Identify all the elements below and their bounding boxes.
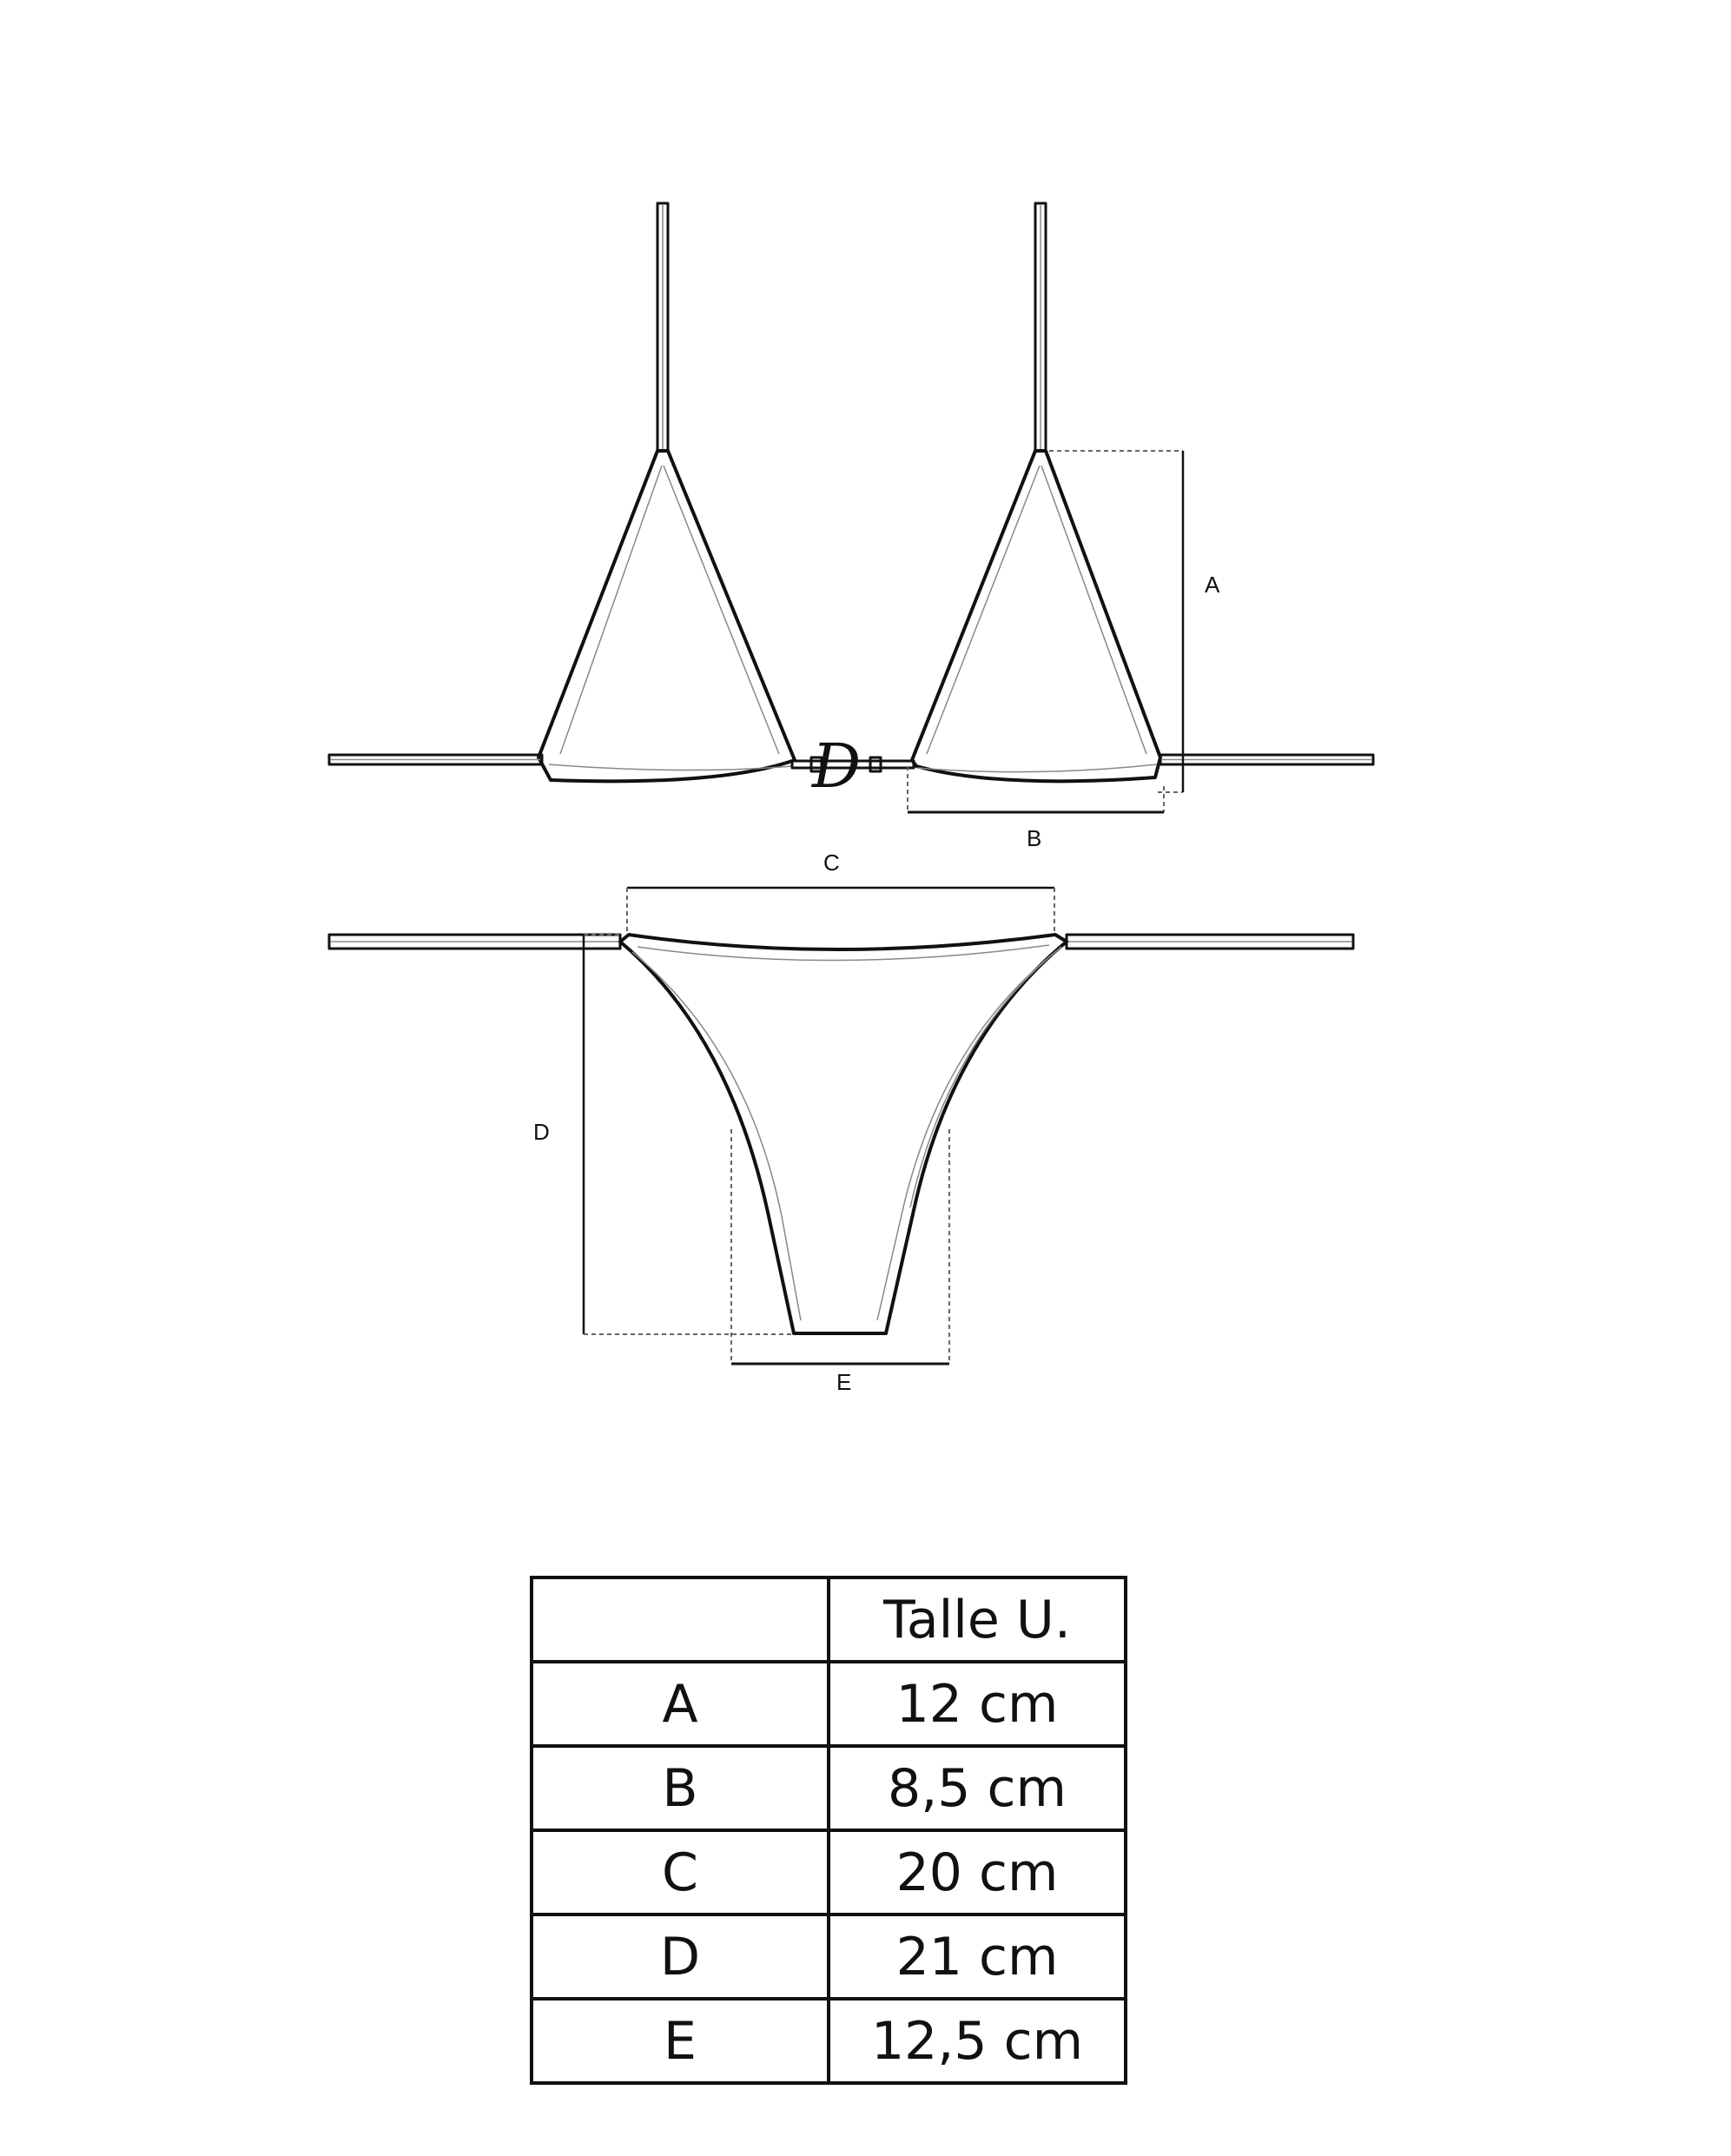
- table-row: [532, 1662, 1126, 1746]
- table-cell-value: 12,5 cm: [829, 1999, 1126, 2083]
- bikini-top: [329, 203, 1373, 781]
- table-row: [532, 1830, 1126, 1915]
- dimension-label-e: E: [836, 1369, 852, 1395]
- table-cell-value: 12 cm: [829, 1662, 1126, 1746]
- table-cell-label: C: [532, 1830, 829, 1915]
- bikini-bottom: [329, 935, 1353, 1333]
- right-triangle-cup: [912, 451, 1160, 781]
- table-header-size: Talle U.: [829, 1577, 1126, 1662]
- table-row: [532, 1746, 1126, 1830]
- table-cell-value: 8,5 cm: [829, 1746, 1126, 1830]
- table-cell-label: B: [532, 1746, 829, 1830]
- dimension-label-d: D: [533, 1119, 550, 1145]
- brand-logo: D: [811, 731, 862, 802]
- table-header-row: [532, 1577, 1126, 1662]
- table-cell-label: E: [532, 1999, 829, 2083]
- table-row: [532, 1915, 1126, 1999]
- dimension-label-b: B: [1027, 825, 1042, 851]
- table-cell-label: A: [532, 1662, 829, 1746]
- dimension-lines: [584, 451, 1183, 1364]
- size-table: [530, 1576, 1127, 2085]
- dimension-label-c: C: [823, 850, 840, 876]
- dimension-label-a: A: [1205, 572, 1220, 598]
- table-cell-label: D: [532, 1915, 829, 1999]
- brief-body: [620, 935, 1067, 1333]
- table-cell-value: 21 cm: [829, 1915, 1126, 1999]
- left-triangle-cup: [538, 451, 795, 781]
- table-cell-value: 20 cm: [829, 1830, 1126, 1915]
- table-row: [532, 1999, 1126, 2083]
- table-header-empty: [532, 1577, 829, 1662]
